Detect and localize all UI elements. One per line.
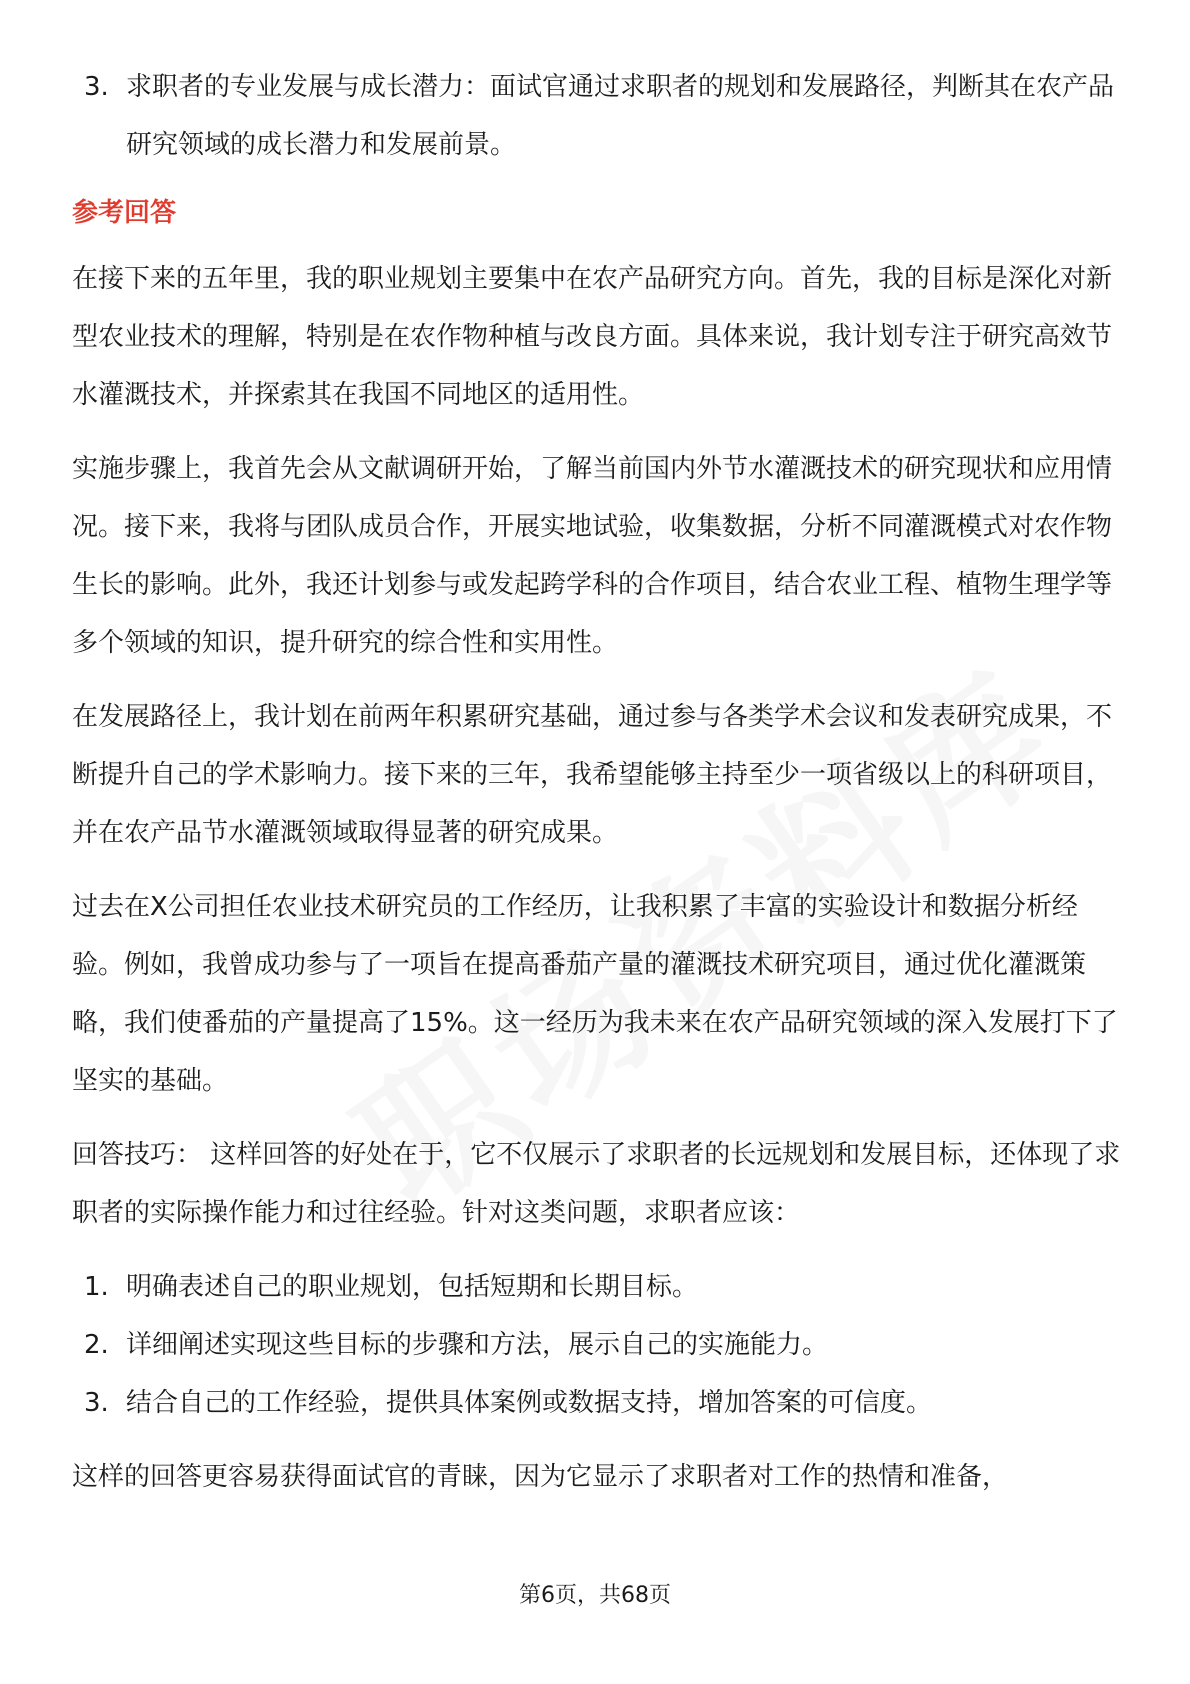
answer-paragraph: 在接下来的五年里，我的职业规划主要集中在农产品研究方向。首先，我的目标是深化对新型农业技术的理解，特别是在农作物种植与改良方面。具体来说，我计划专注于研究高效节水灌溉技术，并探索其在我国不同地区的适用性。 (72, 264, 1113, 410)
document-page (72, 58, 1122, 1506)
list-item-number: 1. (84, 1272, 109, 1302)
evaluation-points-list (72, 58, 1122, 174)
section-heading: 参考回答 (72, 198, 177, 228)
list-item (72, 1374, 1122, 1432)
answer-paragraph: 实施步骤上，我首先会从文献调研开始，了解当前国内外节水灌溉技术的研究现状和应用情况。接下来，我将与团队成员合作，开展实地试验，收集数据，分析不同灌溉模式对农作物生长的影响。此外，我还计划参与或发起跨学科的合作项目，结合农业工程、植物生理学等多个领域的知识，提升研究的综合性和实用性。 (72, 454, 1113, 658)
list-item (72, 1316, 1122, 1374)
answer-paragraph: 过去在X公司担任农业技术研究员的工作经历，让我积累了丰富的实验设计和数据分析经验。例如，我曾成功参与了一项旨在提高番茄产量的灌溉技术研究项目，通过优化灌溉策略，我们使番茄的产量提高了15%。这一经历为我未来在农产品研究领域的深入发展打下了坚实的基础。 (72, 892, 1118, 1096)
list-item-text: 详细阐述实现这些目标的步骤和方法，展示自己的实施能力。 (126, 1330, 829, 1360)
list-item-text: 结合自己的工作经验，提供具体案例或数据支持，增加答案的可信度。 (126, 1388, 933, 1418)
page-number: 第6页，共68页 (519, 1583, 671, 1608)
list-item-number: 3. (84, 1388, 109, 1418)
list-item-text: 求职者的专业发展与成长潜力：面试官通过求职者的规划和发展路径，判断其在农产品研究领域的成长潜力和发展前景。 (126, 72, 1115, 160)
answer-paragraph: 在发展路径上，我计划在前两年积累研究基础，通过参与各类学术会议和发表研究成果，不断提升自己的学术影响力。接下来的三年，我希望能够主持至少一项省级以上的科研项目，并在农产品节水灌溉领域取得显著的研究成果。 (72, 702, 1113, 848)
tips-list (72, 1258, 1122, 1432)
list-item-text: 明确表述自己的职业规划，包括短期和长期目标。 (126, 1272, 699, 1302)
list-item (72, 1258, 1122, 1316)
list-item-number: 2. (84, 1330, 109, 1360)
list-item-number: 3. (84, 72, 109, 102)
closing-paragraph: 这样的回答更容易获得面试官的青睐，因为它显示了求职者对工作的热情和准备， (72, 1462, 1009, 1492)
tips-intro: 回答技巧： 这样回答的好处在于，它不仅展示了求职者的长远规划和发展目标，还体现了求职者的实际操作能力和过往经验。针对这类问题，求职者应该： (72, 1140, 1121, 1228)
list-item (72, 58, 1122, 174)
